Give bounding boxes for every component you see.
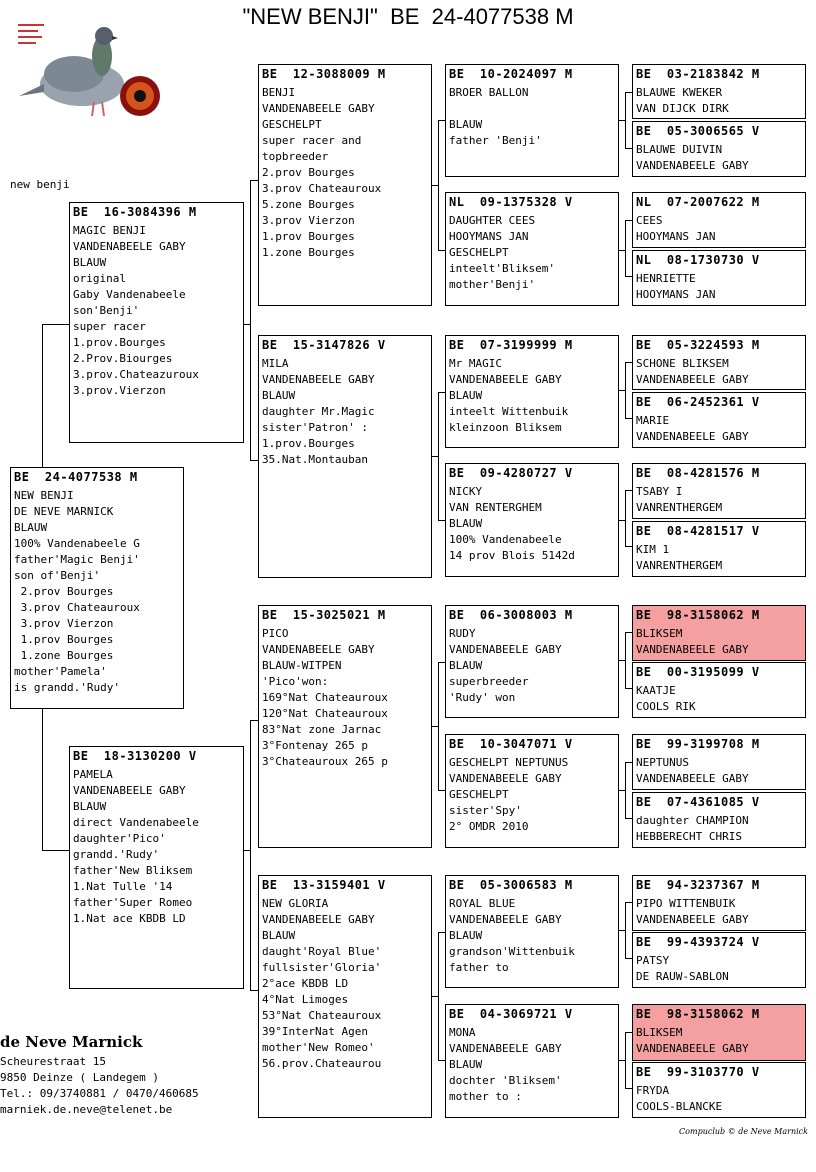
pedigree-line: 3.prov Vierzon <box>14 617 114 630</box>
pedigree-line: topbreeder <box>262 150 329 163</box>
ring-number: BE 18-3130200 V <box>73 749 197 763</box>
pedigree-line: 83°Nat zone Jarnac <box>262 723 382 736</box>
ring-number: BE 10-2024097 M <box>449 67 573 81</box>
pedigree-line: 56.prov.Chateaurou <box>262 1057 382 1070</box>
connector-line <box>42 324 43 468</box>
pedigree-line: father'Super Romeo <box>73 896 193 909</box>
ring-number: BE 07-4361085 V <box>636 795 760 809</box>
pedigree-line: VANDENABEELE GABY <box>262 643 375 656</box>
pedigree-line: HENRIETTE <box>636 272 696 285</box>
ring-number: NL 07-2007622 M <box>636 195 760 209</box>
pedigree-line: daughter'Pico' <box>73 832 166 845</box>
ring-number: BE 06-2452361 V <box>636 395 760 409</box>
pedigree-line: SCHONE BLIKSEM <box>636 357 729 370</box>
pedigree-line: HOOYMANS JAN <box>636 288 716 301</box>
ring-number: BE 24-4077538 M <box>14 470 138 484</box>
pedigree-line: VANDENABEELE GABY <box>262 913 375 926</box>
ring-number: BE 15-3147826 V <box>262 338 386 352</box>
pedigree-line: 14 prov Blois 5142d <box>449 549 575 562</box>
pedigree-line: inteelt'Bliksem' <box>449 262 555 275</box>
ring-number: BE 15-3025021 M <box>262 608 386 622</box>
pedigree-line: GESCHELPT <box>449 246 509 259</box>
ring-number: NL 09-1375328 V <box>449 195 573 209</box>
pedigree-line: VANDENABEELE GABY <box>449 373 562 386</box>
pedigree-line: 100% Vandenabeele <box>449 533 562 546</box>
pedigree-line: 1.zone Bourges <box>262 246 355 259</box>
owner-email: marniek.de.neve@telenet.be <box>0 1103 173 1116</box>
pedigree-line: 4°Nat Limoges <box>262 993 349 1006</box>
pedigree-line: 1.Nat ace KBDB LD <box>73 912 186 925</box>
connector-line <box>618 930 625 931</box>
father-card <box>69 202 244 443</box>
pedigree-line: COOLS-BLANCKE <box>636 1100 723 1113</box>
connector-line <box>438 120 439 250</box>
great-great-grandparent-card <box>632 792 806 848</box>
pedigree-line: BENJI <box>262 86 296 99</box>
pedigree-line: direct Vandenabeele <box>73 816 199 829</box>
pedigree-line: BLAUW <box>449 389 483 402</box>
pedigree-line: VANDENABEELE GABY <box>449 913 562 926</box>
pedigree-line: is grandd.'Rudy' <box>14 681 120 694</box>
ring-number: NL 08-1730730 V <box>636 253 760 267</box>
connector-line <box>431 996 438 997</box>
ring-number: BE 00-3195099 V <box>636 665 760 679</box>
connector-line <box>250 720 251 990</box>
connector-line <box>618 1060 625 1061</box>
connector-line <box>625 762 626 818</box>
pedigree-line: 2°ace KBDB LD <box>262 977 349 990</box>
connector-line <box>618 790 625 791</box>
grandparent-card <box>258 875 432 1118</box>
pedigree-line: BLAUW <box>449 929 483 942</box>
pedigree-line: VANDENABEELE GABY <box>636 159 749 172</box>
pedigree-line: original <box>73 272 126 285</box>
pedigree-line: VAN DIJCK DIRK <box>636 102 729 115</box>
great-grandparent-card <box>445 734 619 848</box>
ring-number: BE 05-3006583 M <box>449 878 573 892</box>
owner-block <box>0 1034 199 1118</box>
ring-number: BE 05-3224593 M <box>636 338 760 352</box>
great-grandparent-card <box>445 463 619 577</box>
pedigree-line: VANDENABEELE GABY <box>73 784 186 797</box>
pedigree-line: VANDENABEELE GABY <box>636 643 749 656</box>
great-great-grandparent-card <box>632 521 806 577</box>
ring-number: BE 94-3237367 M <box>636 878 760 892</box>
pedigree-line: 3.prov Chateauroux <box>14 601 140 614</box>
connector-line <box>243 850 250 851</box>
pedigree-line: 3°Fontenay 265 p <box>262 739 368 752</box>
pedigree-line: 35.Nat.Montauban <box>262 453 368 466</box>
pedigree-line: GESCHELPT <box>262 118 322 131</box>
great-great-grandparent-card <box>632 662 806 718</box>
pedigree-line: superbreeder <box>449 675 529 688</box>
pedigree-line: MONA <box>449 1026 476 1039</box>
pigeon-logo <box>14 14 164 124</box>
owner-city: 9850 Deinze ( Landegem ) <box>0 1071 159 1084</box>
connector-line <box>625 362 626 418</box>
ring-number: BE 06-3008003 M <box>449 608 573 622</box>
great-great-grandparent-card <box>632 463 806 519</box>
great-grandparent-card <box>445 875 619 988</box>
connector-line <box>618 390 625 391</box>
great-great-grandparent-card <box>632 335 806 390</box>
connector-line <box>438 662 439 790</box>
grandparent-card <box>258 64 432 306</box>
pedigree-line: GESCHELPT NEPTUNUS <box>449 756 569 769</box>
great-great-grandparent-card <box>632 1004 806 1061</box>
pedigree-line: son'Benji' <box>73 304 140 317</box>
pedigree-line: BLIKSEM <box>636 1026 683 1039</box>
pedigree-line: PIPO WITTENBUIK <box>636 897 736 910</box>
pedigree-line: dochter 'Bliksem' <box>449 1074 562 1087</box>
ring-number: BE 03-2183842 M <box>636 67 760 81</box>
pedigree-line: BLAUW <box>14 521 48 534</box>
pedigree-line: CEES <box>636 214 663 227</box>
pedigree-line: daught'Royal Blue' <box>262 945 382 958</box>
pedigree-line: HOOYMANS JAN <box>636 230 716 243</box>
pedigree-line: PICO <box>262 627 289 640</box>
pedigree-line: BLAUW <box>449 659 483 672</box>
pedigree-line: BROER BALLON <box>449 86 529 99</box>
pedigree-line: BLAUW <box>449 517 483 530</box>
connector-line <box>625 902 626 958</box>
pedigree-line: grandson'Wittenbuik <box>449 945 575 958</box>
pedigree-line: 5.zone Bourges <box>262 198 355 211</box>
pedigree-line: VANDENABEELE GABY <box>636 913 749 926</box>
pedigree-line: COOLS RIK <box>636 700 696 713</box>
pedigree-line: BLAUWE KWEKER <box>636 86 723 99</box>
great-great-grandparent-card <box>632 875 806 931</box>
connector-line <box>42 850 70 851</box>
great-grandparent-card <box>445 1004 619 1118</box>
pedigree-line: HEBBERECHT CHRIS <box>636 830 742 843</box>
pedigree-line: RUDY <box>449 627 476 640</box>
pedigree-line: son of'Benji' <box>14 569 101 582</box>
pedigree-line: 2.prov Bourges <box>262 166 355 179</box>
pedigree-line: BLAUW <box>449 1058 483 1071</box>
mother-card <box>69 746 244 989</box>
pedigree-line: 1.prov Bourges <box>262 230 355 243</box>
pedigree-line: VANRENTHERGEM <box>636 559 723 572</box>
ring-number: BE 10-3047071 V <box>449 737 573 751</box>
pedigree-line: PAMELA <box>73 768 113 781</box>
ring-number: BE 99-3199708 M <box>636 737 760 751</box>
pedigree-line: NEW BENJI <box>14 489 74 502</box>
pedigree-line: 2.Prov.Biourges <box>73 352 173 365</box>
pedigree-line: VANDENABEELE GABY <box>449 1042 562 1055</box>
connector-line <box>618 120 625 121</box>
pedigree-line: 1.Nat Tulle '14 <box>73 880 173 893</box>
pedigree-line: sister'Patron' : <box>262 421 368 434</box>
ring-number: BE 99-4393724 V <box>636 935 760 949</box>
connector-line <box>625 632 626 688</box>
pedigree-line: 1.prov Bourges <box>14 633 114 646</box>
pedigree-line: KAATJE <box>636 684 676 697</box>
pedigree-line: NEW GLORIA <box>262 897 329 910</box>
pedigree-line: daughter Mr.Magic <box>262 405 375 418</box>
great-great-grandparent-card <box>632 1062 806 1118</box>
great-grandparent-card <box>445 605 619 718</box>
pedigree-line: mother'New Romeo' <box>262 1041 375 1054</box>
ring-number: BE 09-4280727 V <box>449 466 573 480</box>
pedigree-line: sister'Spy' <box>449 804 522 817</box>
pedigree-line: 3.prov.Chateazuroux <box>73 368 199 381</box>
pedigree-line: father to <box>449 961 509 974</box>
connector-line <box>42 324 70 325</box>
pedigree-line: 39°InterNat Agen <box>262 1025 368 1038</box>
page-title: "NEW BENJI" BE 24-4077538 M <box>242 4 574 29</box>
ring-number: BE 98-3158062 M <box>636 1007 760 1021</box>
pedigree-line: HOOYMANS JAN <box>449 230 529 243</box>
pedigree-line: VANDENABEELE GABY <box>636 772 749 785</box>
owner-phone: Tel.: 09/3740881 / 0470/460685 <box>0 1087 199 1100</box>
great-great-grandparent-card <box>632 605 806 661</box>
pedigree-line: 1.prov.Bourges <box>262 437 355 450</box>
connector-line <box>625 1032 626 1088</box>
pedigree-line: VANDENABEELE GABY <box>449 772 562 785</box>
great-grandparent-card <box>445 192 619 306</box>
pedigree-line: BLAUW <box>449 118 483 131</box>
pedigree-line: FRYDA <box>636 1084 670 1097</box>
pedigree-line: NEPTUNUS <box>636 756 689 769</box>
pedigree-line: BLAUW <box>73 800 107 813</box>
pedigree-line: VANDENABEELE GABY <box>636 1042 749 1055</box>
pedigree-line: 2.prov Bourges <box>14 585 114 598</box>
pedigree-line: BLIKSEM <box>636 627 683 640</box>
ring-number: BE 05-3006565 V <box>636 124 760 138</box>
pedigree-line: super racer and <box>262 134 362 147</box>
connector-line <box>431 456 438 457</box>
pedigree-line: mother'Benji' <box>449 278 536 291</box>
ring-number: BE 04-3069721 V <box>449 1007 573 1021</box>
ring-number: BE 12-3088009 M <box>262 67 386 81</box>
connector-line <box>438 932 439 1060</box>
great-grandparent-card <box>445 335 619 448</box>
pedigree-line: ROYAL BLUE <box>449 897 516 910</box>
connector-line <box>431 726 438 727</box>
pedigree-line: MAGIC BENJI <box>73 224 146 237</box>
pedigree-line: VANDENABEELE GABY <box>262 373 375 386</box>
pedigree-line: 3.prov.Vierzon <box>73 384 166 397</box>
great-great-grandparent-card <box>632 932 806 988</box>
pedigree-line: NICKY <box>449 485 483 498</box>
pedigree-line: VANDENABEELE GABY <box>262 102 375 115</box>
pedigree-line: VANDENABEELE GABY <box>73 240 186 253</box>
ring-number: BE 13-3159401 V <box>262 878 386 892</box>
pedigree-line: MILA <box>262 357 289 370</box>
pedigree-line: 100% Vandenabeele G <box>14 537 140 550</box>
pedigree-line: daughter CHAMPION <box>636 814 749 827</box>
pedigree-line: mother'Pamela' <box>14 665 107 678</box>
pedigree-line: 120°Nat Chateauroux <box>262 707 388 720</box>
owner-street: Scheurestraat 15 <box>0 1055 106 1068</box>
owner-name: de Neve Marnick <box>0 1033 143 1051</box>
great-great-grandparent-card <box>632 392 806 448</box>
pedigree-line: DE RAUW-SABLON <box>636 970 729 983</box>
pedigree-line: Gaby Vandenabeele <box>73 288 186 301</box>
pedigree-line <box>449 101 615 117</box>
pedigree-line: inteelt Wittenbuik <box>449 405 569 418</box>
connector-line <box>625 490 626 546</box>
connector-line <box>618 250 625 251</box>
pedigree-line: 2° OMDR 2010 <box>449 820 529 833</box>
pedigree-line: 1.zone Bourges <box>14 649 114 662</box>
ring-number: BE 07-3199999 M <box>449 338 573 352</box>
connector-line <box>431 185 438 186</box>
pedigree-line: super racer <box>73 320 146 333</box>
connector-line <box>618 520 625 521</box>
pedigree-line: 53°Nat Chateauroux <box>262 1009 382 1022</box>
great-grandparent-card <box>445 64 619 177</box>
ring-number: BE 08-4281576 M <box>636 466 760 480</box>
pedigree-line: BLAUW <box>262 389 296 402</box>
great-great-grandparent-card <box>632 121 806 177</box>
pedigree-line: mother to : <box>449 1090 522 1103</box>
pedigree-line: VANDENABEELE GABY <box>636 373 749 386</box>
connector-line <box>250 180 251 460</box>
pedigree-line: DAUGHTER CEES <box>449 214 536 227</box>
pedigree-line: VAN RENTERGHEM <box>449 501 542 514</box>
pedigree-line: BLAUWE DUIVIN <box>636 143 723 156</box>
great-great-grandparent-card <box>632 734 806 790</box>
ring-number: BE 08-4281517 V <box>636 524 760 538</box>
pedigree-line: 'Rudy' won <box>449 691 516 704</box>
pedigree-line: 3.prov Chateauroux <box>262 182 382 195</box>
pedigree-line: VANRENTHERGEM <box>636 501 723 514</box>
pedigree-line: father 'Benji' <box>449 134 542 147</box>
pedigree-line: 1.prov.Bourges <box>73 336 166 349</box>
pedigree-line: grandd.'Rudy' <box>73 848 160 861</box>
pedigree-line: DE NEVE MARNICK <box>14 505 114 518</box>
grandparent-card <box>258 605 432 848</box>
connector-line <box>438 392 439 520</box>
grandparent-card <box>258 335 432 578</box>
connector-line <box>625 220 626 276</box>
pedigree-line: BLAUW-WITPEN <box>262 659 342 672</box>
pedigree-line: PATSY <box>636 954 670 967</box>
pedigree-line: TSABY I <box>636 485 683 498</box>
pedigree-line: 3°Chateauroux 265 p <box>262 755 388 768</box>
ring-number: BE 16-3084396 M <box>73 205 197 219</box>
pedigree-line: Mr MAGIC <box>449 357 502 370</box>
pedigree-line: father'New Bliksem <box>73 864 193 877</box>
pedigree-line: father'Magic Benji' <box>14 553 140 566</box>
ring-number: BE 98-3158062 M <box>636 608 760 622</box>
connector-line <box>42 708 43 850</box>
pedigree-line: GESCHELPT <box>449 788 509 801</box>
connector-line <box>625 92 626 148</box>
pedigree-line: BLAUW <box>73 256 107 269</box>
pedigree-line: 169°Nat Chateauroux <box>262 691 388 704</box>
connector-line <box>243 324 250 325</box>
great-great-grandparent-card <box>632 250 806 306</box>
ring-number: BE 99-3103770 V <box>636 1065 760 1079</box>
pedigree-line: BLAUW <box>262 929 296 942</box>
great-great-grandparent-card <box>632 64 806 119</box>
pedigree-line: kleinzoon Bliksem <box>449 421 562 434</box>
pedigree-line: 3.prov Vierzon <box>262 214 355 227</box>
pedigree-line: VANDENABEELE GABY <box>449 643 562 656</box>
pedigree-line: 'Pico'won: <box>262 675 329 688</box>
pedigree-line: MARIE <box>636 414 670 427</box>
pedigree-line: fullsister'Gloria' <box>262 961 382 974</box>
great-great-grandparent-card <box>632 192 806 248</box>
connector-line <box>618 660 625 661</box>
pedigree-line: VANDENABEELE GABY <box>636 430 749 443</box>
pedigree-line: KIM 1 <box>636 543 670 556</box>
subject-card <box>10 467 184 709</box>
pedigree-caption: new benji <box>10 178 70 191</box>
footer-credit: Compuclub © de Neve Marnick <box>679 1127 808 1136</box>
